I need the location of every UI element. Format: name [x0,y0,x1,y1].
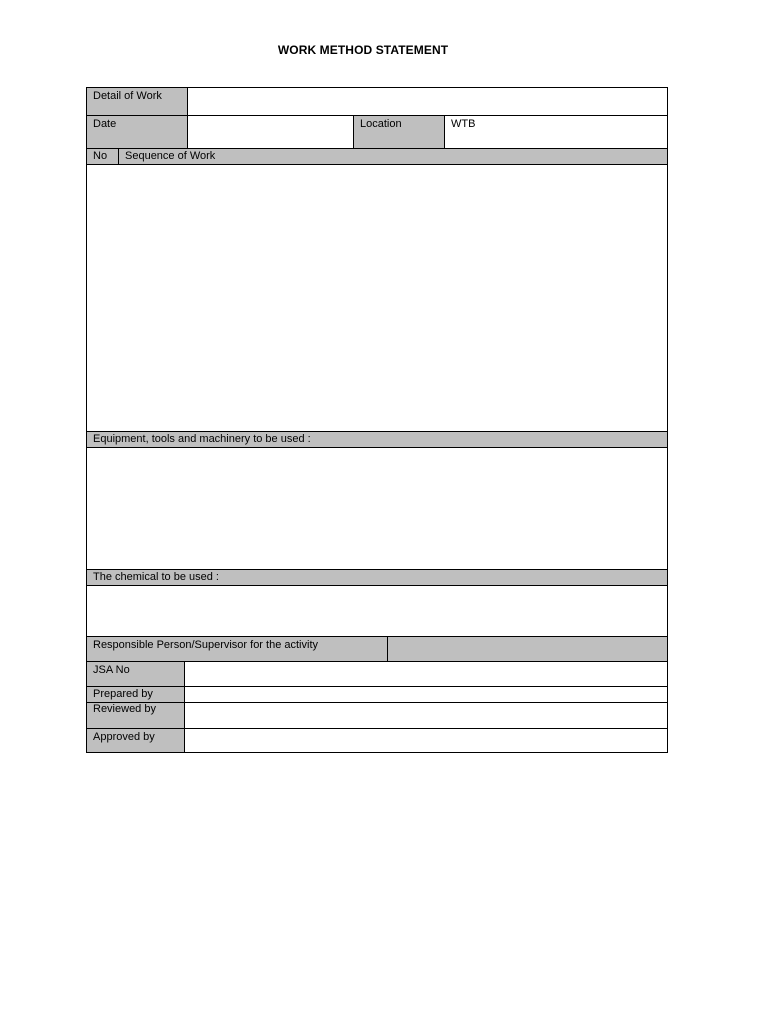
chemical-label: The chemical to be used : [87,569,667,585]
page-title: WORK METHOD STATEMENT [277,43,449,57]
equipment-label: Equipment, tools and machinery to be used : [87,431,667,447]
sequence-of-work-area[interactable] [87,164,667,431]
chemical-area[interactable] [87,585,667,636]
approved-by-label: Approved by [87,728,184,752]
prepared-by-field[interactable] [184,686,667,702]
jsa-no-label: JSA No [87,661,184,686]
date-field[interactable] [187,115,353,148]
approved-by-field[interactable] [184,728,667,752]
reviewed-by-label: Reviewed by [87,702,184,728]
reviewed-by-field[interactable] [184,702,667,728]
detail-of-work-label: Detail of Work [87,88,187,115]
responsible-person-field[interactable] [387,636,667,661]
date-label: Date [87,115,187,148]
sequence-column-header: Sequence of Work [118,148,667,164]
prepared-by-label: Prepared by [87,686,184,702]
jsa-no-field[interactable] [184,661,667,686]
responsible-person-label: Responsible Person/Supervisor for the activity [87,636,387,661]
location-label: Location [353,115,444,148]
no-column-header: No [87,148,118,164]
work-method-form [86,87,668,753]
equipment-area[interactable] [87,447,667,569]
detail-of-work-field[interactable] [187,88,667,115]
location-field[interactable]: WTB [444,115,667,148]
